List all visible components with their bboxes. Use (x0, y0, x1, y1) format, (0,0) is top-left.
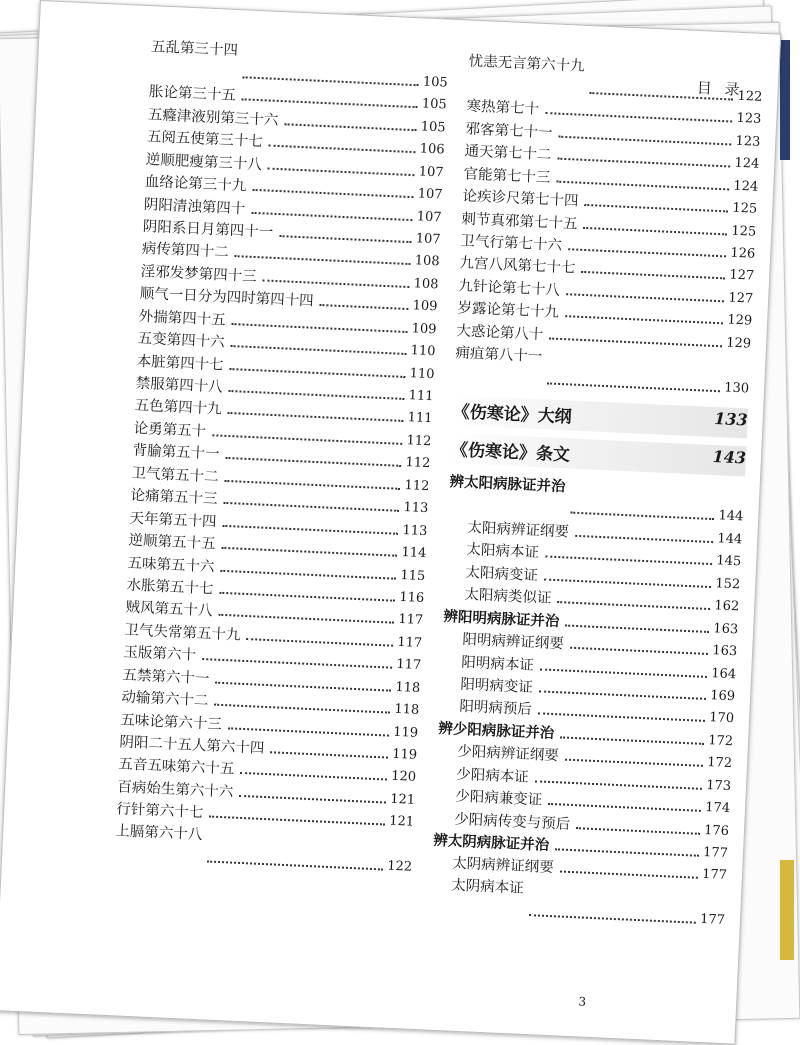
toc-entry-page: 122 (386, 858, 413, 875)
page-header: 目 录 (696, 78, 745, 100)
toc-entry-page: 125 (731, 223, 757, 240)
toc-entry-page: 112 (404, 477, 430, 494)
toc-entry-page: 122 (737, 88, 763, 105)
toc-entry-title: 阴阳系日月第四十一 (142, 218, 274, 241)
toc-entry-title: 太阴病辨证纲要 (451, 856, 554, 877)
toc-entry-page: 124 (733, 178, 759, 195)
toc-entry-title: 论痛第五十三 (130, 487, 218, 508)
section-title: 《伤寒论》大纲 (452, 401, 573, 428)
toc-entry-page: 105 (421, 96, 447, 113)
toc-entry-title: 痈疽第八十一 (455, 344, 543, 365)
dot-leader (215, 681, 391, 691)
dot-leader (225, 457, 401, 467)
toc-entry-title: 血络论第三十九 (144, 174, 247, 195)
page-number: 3 (578, 994, 587, 1009)
toc-entry-title: 论疾诊尺第七十四 (462, 188, 579, 210)
toc-entry-page: 174 (704, 800, 731, 817)
toc-entry-page: 127 (728, 290, 754, 307)
toc-entry-title: 淫邪发梦第四十三 (140, 263, 258, 285)
toc-entry-title: 五乱第三十四 (150, 39, 239, 60)
toc-entry-page: 152 (715, 576, 741, 593)
dot-leader (279, 235, 412, 243)
dot-leader (218, 614, 394, 624)
toc-entry-page: 115 (400, 567, 426, 584)
toc-entry-page: 110 (410, 343, 436, 360)
dot-leader (549, 337, 722, 347)
dot-leader (235, 255, 411, 265)
toc-entry-page: 117 (398, 612, 424, 629)
toc-entry-title: 五禁第六十一 (122, 667, 210, 688)
dot-leader (212, 434, 403, 445)
toc-entry-title: 太阳病变证 (465, 564, 539, 584)
dot-leader (565, 624, 709, 633)
dot-leader (223, 502, 399, 512)
toc-entry-page: 116 (399, 589, 425, 606)
dot-leader (251, 211, 413, 220)
dot-leader (570, 512, 714, 521)
toc-entry-page: 127 (729, 267, 755, 285)
dot-leader (227, 412, 403, 422)
book-cover-edge (780, 860, 794, 960)
toc-entry-page: 113 (402, 522, 428, 539)
toc-entry-page: 107 (415, 231, 441, 248)
toc-entry-title: 五变第四十六 (137, 330, 225, 351)
toc-entry-page: 121 (389, 791, 416, 808)
toc-entry-page: 112 (405, 455, 431, 472)
dot-leader (246, 638, 393, 647)
toc-entry-page: 112 (406, 432, 432, 450)
toc-entry-page: 114 (401, 545, 427, 562)
toc-entry-title: 辨太阴病脉证并治 (432, 831, 550, 855)
toc-entry-title: 本脏第四十七 (136, 353, 224, 374)
toc-entry-title: 顺气一日分为四时第四十四 (139, 286, 314, 310)
toc-entry-title: 少阳病传变与预后 (453, 811, 571, 833)
toc-entry-title: 太阴病本证 (450, 878, 525, 898)
dot-leader (228, 390, 404, 400)
dot-leader (229, 368, 405, 378)
dot-leader (221, 547, 397, 557)
dot-leader (570, 647, 709, 655)
dot-leader (545, 556, 713, 566)
toc-entry-title: 动输第六十二 (121, 689, 209, 710)
toc-entry-title: 逆顺第五十五 (128, 532, 216, 553)
toc-entry-page: 125 (732, 200, 758, 217)
toc-right-top-list (454, 51, 764, 401)
toc-entry-title: 辨少阳病脉证并治 (437, 719, 555, 742)
toc-entry-page: 177 (702, 845, 729, 862)
toc-entry-title: 少阳病辨证纲要 (456, 744, 560, 765)
toc-entry-title: 少阳病兼变证 (454, 788, 543, 809)
toc-entry-page: 109 (412, 298, 438, 315)
dot-leader (222, 524, 398, 534)
toc-entry-title: 卫气行第七十六 (460, 233, 563, 254)
dot-leader (568, 248, 727, 257)
dot-leader (535, 780, 703, 790)
toc-entry-title: 九宫八风第七十七 (459, 255, 576, 277)
toc-entry-title: 辨太阳病脉证并治 (449, 472, 566, 495)
dot-leader (268, 167, 415, 176)
dot-leader (558, 135, 731, 145)
toc-entry-page: 113 (403, 500, 429, 517)
toc-entry-page: 162 (714, 598, 740, 615)
toc-entry-title: 五阅五使第三十七 (146, 129, 264, 151)
toc-entry-title: 病传第四十二 (141, 241, 230, 262)
toc-entry-page: 105 (422, 74, 448, 91)
toc-entry-page: 172 (706, 755, 733, 772)
toc-entry-page: 126 (730, 245, 756, 262)
section-title: 《伤寒论》条文 (450, 439, 571, 466)
toc-entry-title: 阳明病本证 (461, 654, 535, 674)
dot-leader (240, 772, 387, 781)
toc-entry-page: 107 (417, 186, 443, 203)
toc-entry-title: 邪客第七十一 (465, 121, 553, 142)
toc-entry-title: 五味论第六十三 (120, 711, 223, 733)
toc-entry-title: 贼风第五十八 (125, 599, 213, 620)
dot-leader (583, 226, 727, 235)
toc-entry-title: 水胀第五十七 (126, 577, 214, 598)
toc-entry-page: 129 (725, 335, 752, 352)
dot-leader (202, 658, 393, 669)
dot-leader (262, 279, 409, 288)
toc-right-column (430, 51, 764, 933)
toc-entry-title: 阴阳清浊第四十 (143, 196, 246, 218)
dot-leader (584, 204, 728, 213)
dot-leader (243, 76, 419, 86)
dot-leader (556, 180, 729, 190)
dot-leader (560, 736, 704, 745)
dot-leader (589, 92, 733, 101)
toc-entry-title: 五色第四十九 (134, 398, 222, 419)
dot-leader (207, 861, 383, 871)
dot-leader (538, 713, 706, 723)
toc-entry-page: 109 (411, 320, 437, 338)
toc-entry-page: 111 (407, 410, 433, 427)
toc-entry-page: 107 (418, 164, 444, 181)
toc-entry-page: 144 (717, 531, 743, 548)
toc-entry-page: 177 (699, 912, 726, 929)
toc-entry-page: 108 (414, 253, 440, 270)
toc-entry-page: 129 (727, 312, 753, 329)
dot-leader (544, 578, 712, 588)
toc-entry-page: 124 (734, 155, 760, 172)
toc-entry-title: 论勇第五十 (133, 420, 207, 440)
dot-leader (566, 293, 725, 302)
dot-leader (231, 323, 407, 333)
dot-leader (239, 795, 386, 804)
dot-leader (581, 271, 725, 280)
book-cover-edge (780, 40, 790, 160)
toc-entry-title: 百病始生第六十六 (117, 779, 234, 801)
toc-entry-title: 刺节真邪第七十五 (461, 210, 578, 233)
toc-entry-page: 176 (703, 822, 730, 839)
dot-leader (319, 304, 408, 310)
toc-entry-page: 145 (716, 553, 742, 570)
dot-leader (559, 871, 698, 879)
toc-entry-title: 通天第七十二 (464, 143, 552, 164)
section-page: 133 (713, 408, 749, 430)
toc-entry-page: 107 (416, 208, 442, 225)
toc-entry-page: 164 (710, 665, 737, 682)
dot-leader (555, 848, 699, 857)
toc-entry-title: 胀论第三十五 (148, 84, 237, 105)
dot-leader (565, 759, 704, 767)
dot-leader (545, 112, 733, 123)
dot-leader (557, 601, 710, 610)
dot-leader (540, 668, 708, 678)
section-heading[interactable] (450, 433, 746, 476)
toc-entry-title: 少阳病本证 (455, 766, 530, 786)
toc-entry-title: 太阳病类似证 (464, 587, 552, 608)
toc-entry-page: 117 (397, 634, 423, 651)
toc-entry-page: 117 (396, 657, 422, 674)
dot-leader (228, 727, 390, 736)
toc-entry-title: 大惑论第八十 (456, 322, 544, 343)
section-page: 143 (712, 446, 747, 468)
toc-entry-page: 105 (420, 119, 446, 136)
dot-leader (270, 751, 388, 758)
toc-entry-page: 111 (408, 388, 434, 405)
dot-leader (252, 189, 414, 198)
toc-entry-title: 玉版第六十 (123, 644, 197, 665)
toc-entry-title: 阴阳二十五人第六十四 (119, 734, 265, 757)
toc-entry-title: 阳明病辨证纲要 (462, 631, 565, 653)
toc-entry-page: 118 (394, 701, 420, 719)
toc-entry-title: 辨阳明病脉证并治 (443, 607, 560, 630)
toc-entry-title: 五音五味第六十五 (118, 756, 235, 779)
dot-leader (220, 569, 396, 579)
toc-left-column (114, 36, 449, 879)
toc-entry-title: 阳明病预后 (458, 699, 533, 719)
toc-entry-page: 144 (718, 508, 744, 525)
toc-entry-page: 163 (713, 620, 739, 637)
dot-leader (548, 803, 701, 812)
dot-leader (528, 914, 696, 924)
toc-entry-title: 逆顺肥瘦第三十八 (145, 151, 263, 173)
toc-entry-title: 五味第五十六 (127, 555, 215, 576)
toc-entry-page: 121 (388, 814, 415, 831)
toc-entry-title: 忧恚无言第六十九 (468, 53, 585, 75)
toc-entry-page: 106 (419, 141, 445, 158)
dot-leader (224, 480, 400, 490)
dot-leader (284, 123, 417, 131)
toc-entry-title: 五癃津液别第三十六 (147, 106, 279, 129)
toc-entry-title: 太阳病本证 (466, 542, 540, 562)
toc-entry-title: 禁服第四十八 (135, 375, 223, 396)
toc-entry-title: 官能第七十三 (463, 166, 551, 186)
dot-leader (214, 704, 390, 714)
toc-entry-page: 108 (413, 276, 439, 293)
toc-entry-page: 119 (392, 724, 419, 741)
toc-entry-page: 119 (391, 746, 418, 763)
dot-leader (242, 99, 418, 109)
dot-leader (219, 592, 395, 602)
toc-entry-page: 123 (735, 133, 761, 150)
toc-entry-page: 170 (708, 710, 735, 727)
dot-leader (209, 816, 385, 826)
section-heading[interactable] (452, 395, 748, 438)
toc-entry-title: 外揣第四十五 (138, 308, 227, 329)
toc-entry-page: 173 (705, 777, 732, 794)
dot-leader (565, 315, 724, 324)
toc-entry-title: 岁露论第七十九 (457, 300, 560, 322)
toc-entry-title: 背腧第五十一 (132, 443, 220, 463)
toc-entry-title: 寒热第七十 (466, 98, 540, 119)
toc-entry-title: 天年第五十四 (129, 510, 217, 531)
toc-entry-page: 123 (736, 111, 762, 128)
toc-entry-title: 上膈第六十八 (114, 823, 203, 844)
toc-entry-title: 九针论第七十八 (458, 278, 561, 299)
dot-leader (557, 158, 730, 168)
toc-entry-page: 120 (390, 769, 417, 786)
dot-leader (230, 345, 406, 355)
dot-leader (576, 827, 700, 835)
toc-entry-title: 太阳病辨证纲要 (467, 519, 570, 541)
toc-entry-page: 130 (723, 380, 750, 397)
dot-leader (269, 145, 416, 154)
toc-entry-page: 163 (712, 643, 738, 660)
toc-entry-page: 177 (701, 867, 728, 884)
toc-entry-title: 卫气失常第五十九 (124, 622, 241, 644)
toc-entry-page: 172 (707, 732, 734, 750)
toc-entry-page: 169 (709, 688, 736, 705)
toc-entry-title: 卫气第五十二 (131, 465, 219, 486)
dot-leader (539, 690, 707, 700)
toc-entry-page: 118 (395, 679, 421, 696)
toc-entry-title: 阳明病变证 (460, 676, 534, 697)
dot-leader (575, 535, 714, 543)
toc-entry-title: 行针第六十七 (115, 801, 204, 822)
toc-entry-page: 110 (409, 365, 435, 382)
toc-right-bottom-list (430, 471, 745, 933)
dot-leader (547, 382, 720, 392)
